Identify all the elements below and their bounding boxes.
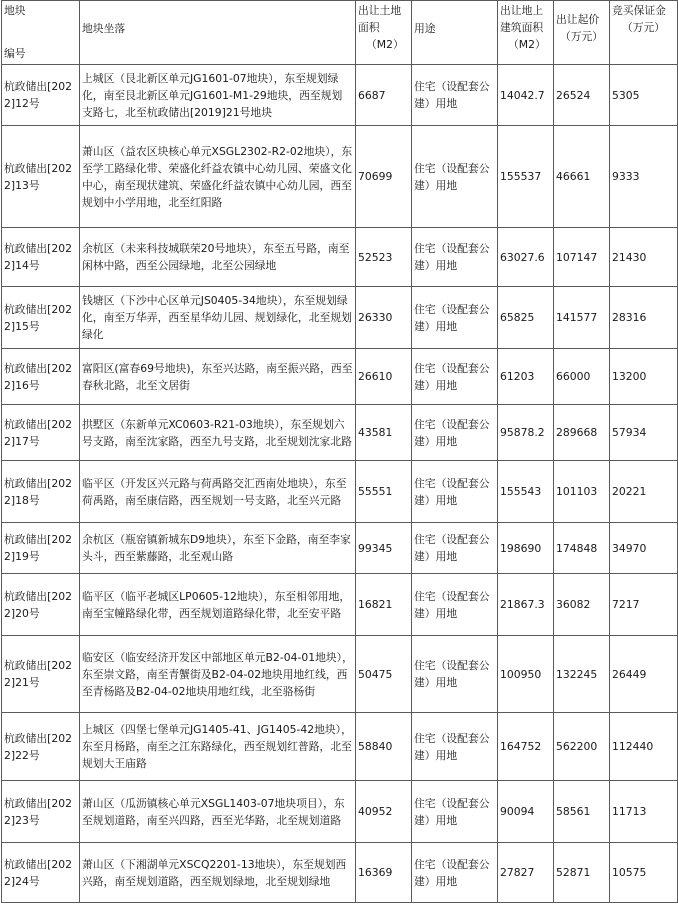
cell-location: 拱墅区（东新单元XC0603-R21-03地块），东至规划六号支路，南至沈家路，西至九号支路，北至规划沈家北路 (80, 405, 356, 461)
cell-area: 70699 (356, 126, 412, 228)
cell-price: 141577 (554, 287, 610, 349)
cell-deposit: 13200 (610, 349, 678, 405)
header-deposit (610, 1, 678, 65)
table-row (2, 126, 678, 228)
cell-price: 107147 (554, 228, 610, 287)
cell-build-area: 27827 (498, 843, 554, 903)
table-row (2, 781, 678, 843)
cell-plot-id: 杭政储出[2022]15号 (2, 287, 80, 349)
cell-plot-id: 杭政储出[2022]22号 (2, 713, 80, 781)
header-price-label: 出让起价 (556, 13, 600, 26)
cell-use: 住宅（设配套公建）用地 (412, 461, 498, 523)
cell-deposit: 28316 (610, 287, 678, 349)
cell-plot-id: 杭政储出[2022]12号 (2, 65, 80, 126)
header-area-label: 出让土地面积 (358, 4, 402, 34)
cell-use: 住宅（设配套公建）用地 (412, 523, 498, 574)
cell-plot-id: 杭政储出[2022]24号 (2, 843, 80, 903)
cell-use: 住宅（设配套公建）用地 (412, 574, 498, 636)
header-location-label: 地块坐落 (82, 22, 126, 35)
table-row (2, 843, 678, 903)
header-build-area-label: 出让地上建筑面积 (500, 4, 544, 34)
header-build-area (498, 1, 554, 65)
cell-price: 58561 (554, 781, 610, 843)
cell-build-area: 198690 (498, 523, 554, 574)
cell-plot-id: 杭政储出[2022]23号 (2, 781, 80, 843)
header-price (554, 1, 610, 65)
cell-plot-id: 杭政储出[2022]13号 (2, 126, 80, 228)
cell-location: 临平区（开发区兴元路与荷禹路交汇西南处地块），东至荷禹路，南至康信路，西至规划一号支路，北至兴元路 (80, 461, 356, 523)
cell-location: 临平区（临平老城区LP0605-12地块），东至相邻用地，南至宝幢路绿化带，西至规划道路绿化带，北至安平路 (80, 574, 356, 636)
cell-location: 钱塘区（下沙中心区单元JS0405-34地块），东至规划绿化，南至万华弄，西至星华幼儿园、规划绿化，北至规划绿化 (80, 287, 356, 349)
cell-build-area: 21867.3 (498, 574, 554, 636)
table-row (2, 461, 678, 523)
table-row (2, 287, 678, 349)
cell-deposit: 21430 (610, 228, 678, 287)
cell-location: 上城区（艮北新区单元JG1601-07地块），东至规划绿化，南至艮北新区单元JG1601-M1-29地块，西至规划支路七，北至杭政储出[2019]21号地块 (80, 65, 356, 126)
cell-location: 临安区（临安经济开发区中部地区单元B2-04-01地块），东至崇文路，南至青蟹街及B2-04-02地块用地红线，西至青杨路及B2-04-02地块用地红线，北至骆杨街 (80, 636, 356, 713)
cell-area: 99345 (356, 523, 412, 574)
cell-deposit: 10575 (610, 843, 678, 903)
header-plot-line1: 地块 (4, 4, 26, 17)
cell-build-area: 155543 (498, 461, 554, 523)
cell-location: 上城区（四堡七堡单元JG1405-41、JG1405-42地块），东至月杨路，南至之江东路绿化，西至规划红普路，北至规划大王庙路 (80, 713, 356, 781)
cell-area: 16821 (356, 574, 412, 636)
cell-build-area: 14042.7 (498, 65, 554, 126)
table-row (2, 636, 678, 713)
cell-build-area: 90094 (498, 781, 554, 843)
cell-use: 住宅（设配套公建）用地 (412, 636, 498, 713)
cell-price: 132245 (554, 636, 610, 713)
cell-area: 43581 (356, 405, 412, 461)
cell-price: 66000 (554, 349, 610, 405)
cell-deposit: 34970 (610, 523, 678, 574)
cell-plot-id: 杭政储出[2022]16号 (2, 349, 80, 405)
header-deposit-unit: （万元） (621, 21, 666, 34)
cell-deposit: 112440 (610, 713, 678, 781)
header-price-unit: （万元） (559, 30, 604, 43)
header-plot-line2: 编号 (4, 47, 26, 60)
cell-plot-id: 杭政储出[2022]17号 (2, 405, 80, 461)
table-row (2, 574, 678, 636)
cell-deposit: 26449 (610, 636, 678, 713)
cell-area: 40952 (356, 781, 412, 843)
header-area-unit: （M2） (366, 38, 404, 51)
cell-price: 174848 (554, 523, 610, 574)
cell-use: 住宅（设配套公建）用地 (412, 65, 498, 126)
cell-location: 余杭区（瓶窑镇新城东D9地块），东至下金路，南至李家头斗，西至紫藤路，北至观山路 (80, 523, 356, 574)
cell-location: 余杭区（未来科技城联荣20号地块），东至五号路，南至闲林中路，西至公园绿地，北至公园绿地 (80, 228, 356, 287)
cell-deposit: 5305 (610, 65, 678, 126)
cell-price: 562200 (554, 713, 610, 781)
cell-use: 住宅（设配套公建）用地 (412, 349, 498, 405)
cell-area: 58840 (356, 713, 412, 781)
cell-location: 萧山区（下湘湖单元XSCQ2201-13地块），东至规划西兴路，南至规划道路，西至规划绿地，北至规划绿地 (80, 843, 356, 903)
header-build-area-unit: （M2） (508, 38, 546, 51)
cell-deposit: 9333 (610, 126, 678, 228)
table-row (2, 713, 678, 781)
cell-area: 50475 (356, 636, 412, 713)
table-row (2, 349, 678, 405)
cell-build-area: 100950 (498, 636, 554, 713)
cell-price: 52871 (554, 843, 610, 903)
header-area (356, 1, 412, 65)
cell-area: 26330 (356, 287, 412, 349)
header-plot (2, 1, 80, 65)
cell-use: 住宅（设配套公建）用地 (412, 405, 498, 461)
cell-build-area: 164752 (498, 713, 554, 781)
table-row (2, 228, 678, 287)
header-use (412, 1, 498, 65)
cell-plot-id: 杭政储出[2022]20号 (2, 574, 80, 636)
table-row (2, 523, 678, 574)
cell-plot-id: 杭政储出[2022]19号 (2, 523, 80, 574)
cell-build-area: 63027.6 (498, 228, 554, 287)
cell-deposit: 20221 (610, 461, 678, 523)
cell-use: 住宅（设配套公建）用地 (412, 287, 498, 349)
cell-use: 住宅（设配套公建）用地 (412, 713, 498, 781)
cell-use: 住宅（设配套公建）用地 (412, 228, 498, 287)
cell-plot-id: 杭政储出[2022]14号 (2, 228, 80, 287)
cell-build-area: 65825 (498, 287, 554, 349)
cell-deposit: 11713 (610, 781, 678, 843)
cell-deposit: 7217 (610, 574, 678, 636)
header-use-label: 用途 (414, 22, 436, 35)
header-row (2, 1, 678, 65)
table-row (2, 65, 678, 126)
cell-deposit: 57934 (610, 405, 678, 461)
table-row (2, 405, 678, 461)
cell-price: 101103 (554, 461, 610, 523)
cell-use: 住宅（设配套公建）用地 (412, 126, 498, 228)
cell-area: 52523 (356, 228, 412, 287)
cell-location: 萧山区（益农区块核心单元XSGL2302-R2-02地块），东至学工路绿化带、荣盛化纤益农镇中心幼儿园、荣盛文化中心，南至现状建筑、荣盛化纤益农镇中心幼儿园，西至规划中小学用地，北至红阳路 (80, 126, 356, 228)
cell-price: 36082 (554, 574, 610, 636)
cell-plot-id: 杭政储出[2022]18号 (2, 461, 80, 523)
cell-location: 富阳区(富春69号地块)，东至兴达路，南至振兴路，西至春秋北路，北至文居街 (80, 349, 356, 405)
cell-build-area: 155537 (498, 126, 554, 228)
cell-area: 55551 (356, 461, 412, 523)
cell-area: 16369 (356, 843, 412, 903)
cell-use: 住宅（设配套公建）用地 (412, 843, 498, 903)
cell-build-area: 95878.2 (498, 405, 554, 461)
cell-plot-id: 杭政储出[2022]21号 (2, 636, 80, 713)
cell-area: 6687 (356, 65, 412, 126)
header-deposit-label: 竞买保证金 (612, 4, 666, 17)
cell-build-area: 61203 (498, 349, 554, 405)
cell-price: 26524 (554, 65, 610, 126)
cell-price: 289668 (554, 405, 610, 461)
cell-use: 住宅（设配套公建）用地 (412, 781, 498, 843)
land-auction-table (1, 0, 678, 903)
header-location (80, 1, 356, 65)
cell-location: 萧山区（瓜沥镇核心单元XSGL1403-07地块项目），东至规划道路，南至兴四路，西至光华路，北至规划道路 (80, 781, 356, 843)
cell-area: 26610 (356, 349, 412, 405)
cell-price: 46661 (554, 126, 610, 228)
